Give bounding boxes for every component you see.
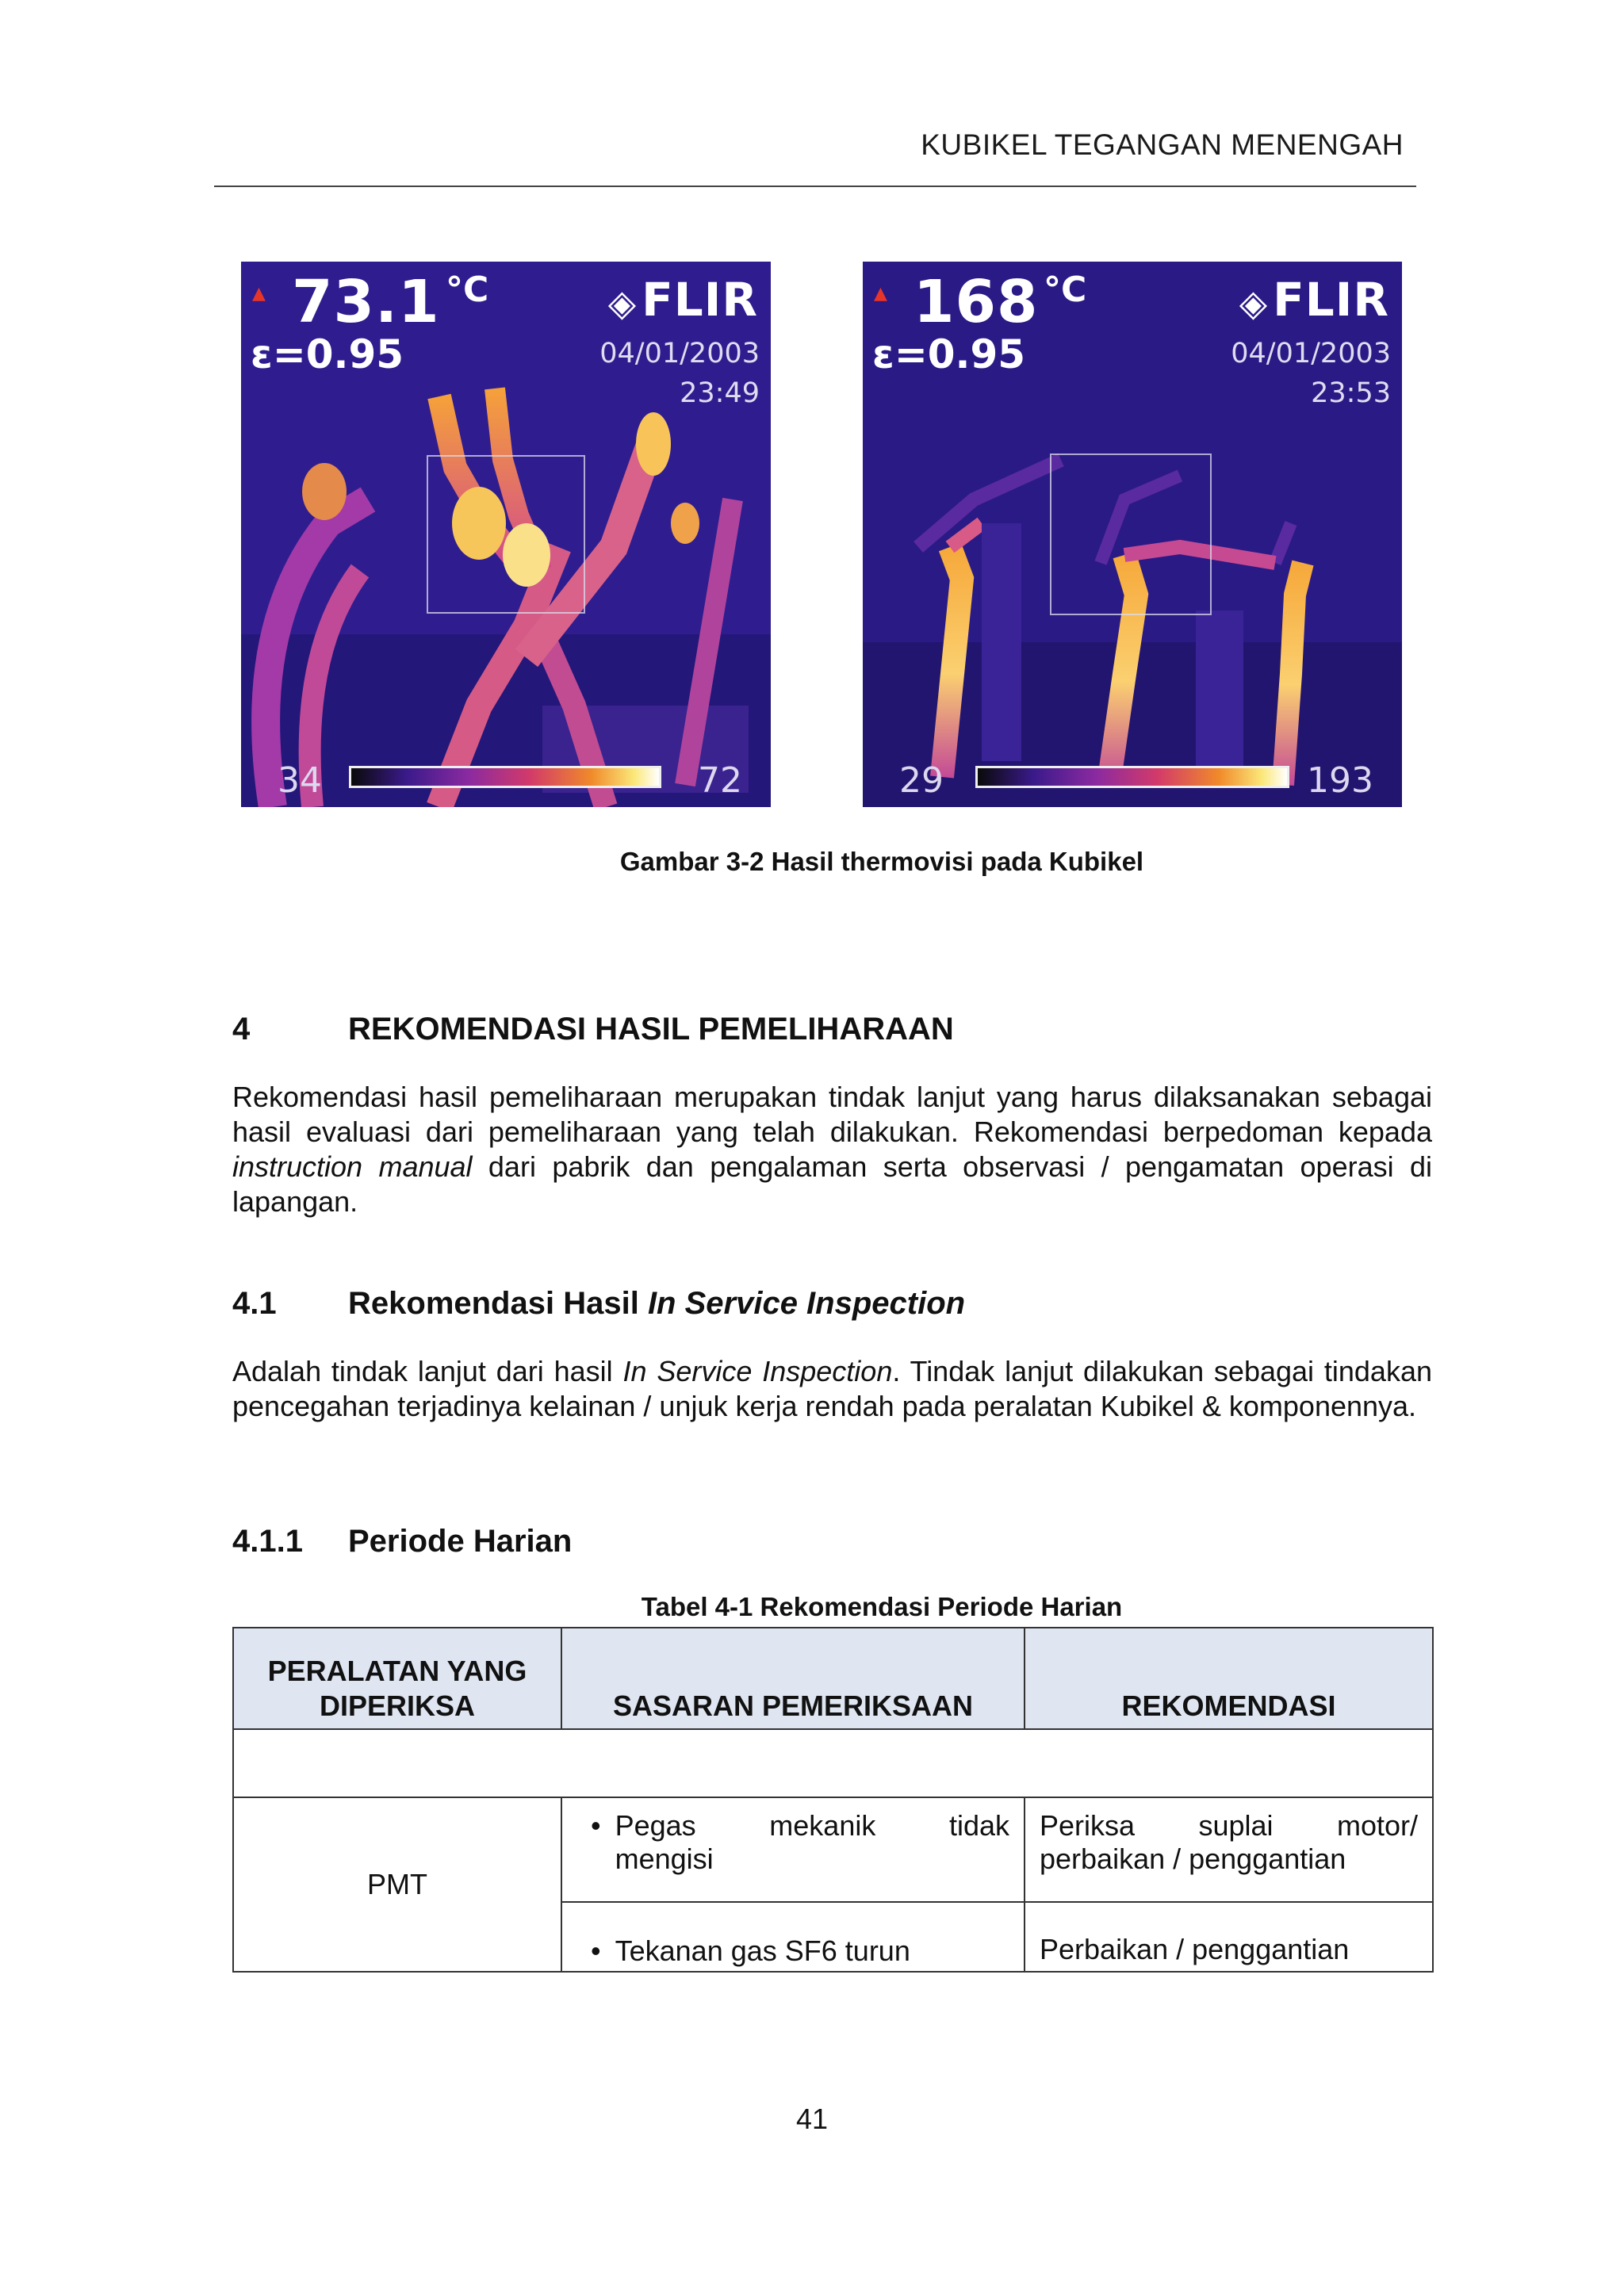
table-header-row — [233, 1628, 1433, 1729]
emissivity-value: ε=0.95 — [251, 331, 404, 377]
bullet-text-line: mengisi — [615, 1843, 714, 1875]
flir-logo — [608, 273, 758, 327]
equipment-cell: PMT — [233, 1797, 561, 1972]
table-row — [233, 1797, 1433, 1902]
bullet-item — [576, 1809, 1009, 1876]
capture-time: 23:53 — [1311, 377, 1391, 409]
figure-caption: Gambar 3-2 Hasil thermovisi pada Kubikel — [619, 847, 1144, 876]
emissivity-value: ε=0.95 — [872, 331, 1026, 377]
scale-max-label: 72 — [698, 760, 742, 801]
section-title: REKOMENDASI HASIL PEMELIHARAAN — [348, 1012, 954, 1047]
empty-cell — [233, 1729, 1433, 1797]
max-temp-indicator-icon: ▲ — [252, 284, 266, 304]
section-number: 4 — [232, 1012, 251, 1047]
color-scale-bar — [975, 766, 1289, 788]
max-temp-indicator-icon: ▲ — [874, 284, 887, 304]
section-title-text: Rekomendasi Hasil — [348, 1286, 648, 1321]
flir-diamond-icon: ◈ — [607, 281, 638, 324]
recommendation-line: Periksa suplai motor/ — [1040, 1809, 1418, 1842]
target-cell — [561, 1902, 1025, 1972]
bullet-text: Tekanan gas SF6 turun — [615, 1934, 910, 1967]
recommendation-line: perbaikan / penggantian — [1040, 1843, 1346, 1875]
target-cell — [561, 1797, 1025, 1902]
paragraph-text: Adalah tindak lanjut dari hasil — [232, 1355, 623, 1387]
capture-time: 23:49 — [680, 377, 760, 409]
section-title-italic: In Service Inspection — [647, 1286, 966, 1321]
paragraph-text: Rekomendasi hasil pemeliharaan merupakan tindak lanjut yang harus dilaksanakan sebagai hasil evaluasi dari pemeliharaan yang telah dilakukan. Rekomendasi berpedoman kepada — [232, 1081, 1432, 1148]
section-title: Periode Harian — [348, 1524, 573, 1559]
temperature-unit: °C — [446, 270, 489, 310]
paragraph-text: . Tindak lanjut dilakukan sebagai tindakan pencegahan terjadinya kelainan / unjuk kerja rendah pada peralatan Kubikel & komponennya. — [232, 1355, 1432, 1422]
section-title — [348, 1286, 965, 1322]
color-scale-bar — [349, 766, 661, 788]
flir-logo-text: FLIR — [642, 273, 758, 327]
temperature-unit: °C — [1044, 270, 1087, 310]
recommendation-cell — [1025, 1797, 1433, 1902]
section-heading-4-1 — [232, 1286, 1432, 1326]
scale-max-label: 193 — [1307, 760, 1373, 801]
capture-date: 04/01/2003 — [1231, 338, 1391, 369]
section-number: 4.1.1 — [232, 1524, 303, 1559]
flir-diamond-icon: ◈ — [1239, 281, 1269, 324]
section-4-1-paragraph — [232, 1354, 1432, 1424]
section-heading-4-1-1 — [232, 1524, 1432, 1563]
flir-logo — [1239, 273, 1389, 327]
section-4-paragraph — [232, 1080, 1432, 1219]
thermogram-image-2 — [863, 262, 1402, 807]
table-caption: Tabel 4-1 Rekomendasi Periode Harian — [641, 1592, 1123, 1621]
bullet-item — [576, 1934, 1009, 1968]
section-number: 4.1 — [232, 1286, 277, 1321]
paragraph-italic-term: instruction manual — [232, 1150, 473, 1183]
scale-min-label: 34 — [278, 760, 322, 801]
running-header: KUBIKEL TEGANGAN MENENGAH — [921, 128, 1404, 161]
recommendation-table — [232, 1627, 1434, 1973]
thermogram-temperature: 168 — [914, 268, 1039, 336]
column-header-recommendation: REKOMENDASI — [1025, 1628, 1433, 1729]
section-heading-4 — [232, 1012, 1432, 1051]
column-header-target: SASARAN PEMERIKSAAN — [561, 1628, 1025, 1729]
capture-date: 04/01/2003 — [599, 338, 760, 369]
bullet-icon: • — [591, 1809, 601, 1842]
paragraph-text: dari pabrik dan pengalaman serta observasi / pengamatan operasi di lapangan. — [232, 1150, 1432, 1218]
column-header-equipment: PERALATAN YANG DIPERIKSA — [233, 1628, 561, 1729]
thermogram-temperature: 73.1 — [292, 268, 440, 336]
measurement-box — [427, 455, 585, 614]
page-number: 41 — [795, 2103, 829, 2135]
table-empty-row — [233, 1729, 1433, 1797]
thermogram-image-1 — [241, 262, 771, 807]
bullet-icon: • — [591, 1934, 601, 1967]
bullet-text — [615, 1809, 1009, 1876]
header-divider — [214, 186, 1416, 187]
scale-min-label: 29 — [899, 760, 944, 801]
flir-logo-text: FLIR — [1273, 273, 1389, 327]
paragraph-italic-term: In Service Inspection — [622, 1355, 893, 1387]
measurement-box — [1050, 453, 1212, 615]
recommendation-cell: Perbaikan / penggantian — [1025, 1902, 1433, 1972]
bullet-text-line: Pegas mekanik tidak — [615, 1809, 1009, 1842]
